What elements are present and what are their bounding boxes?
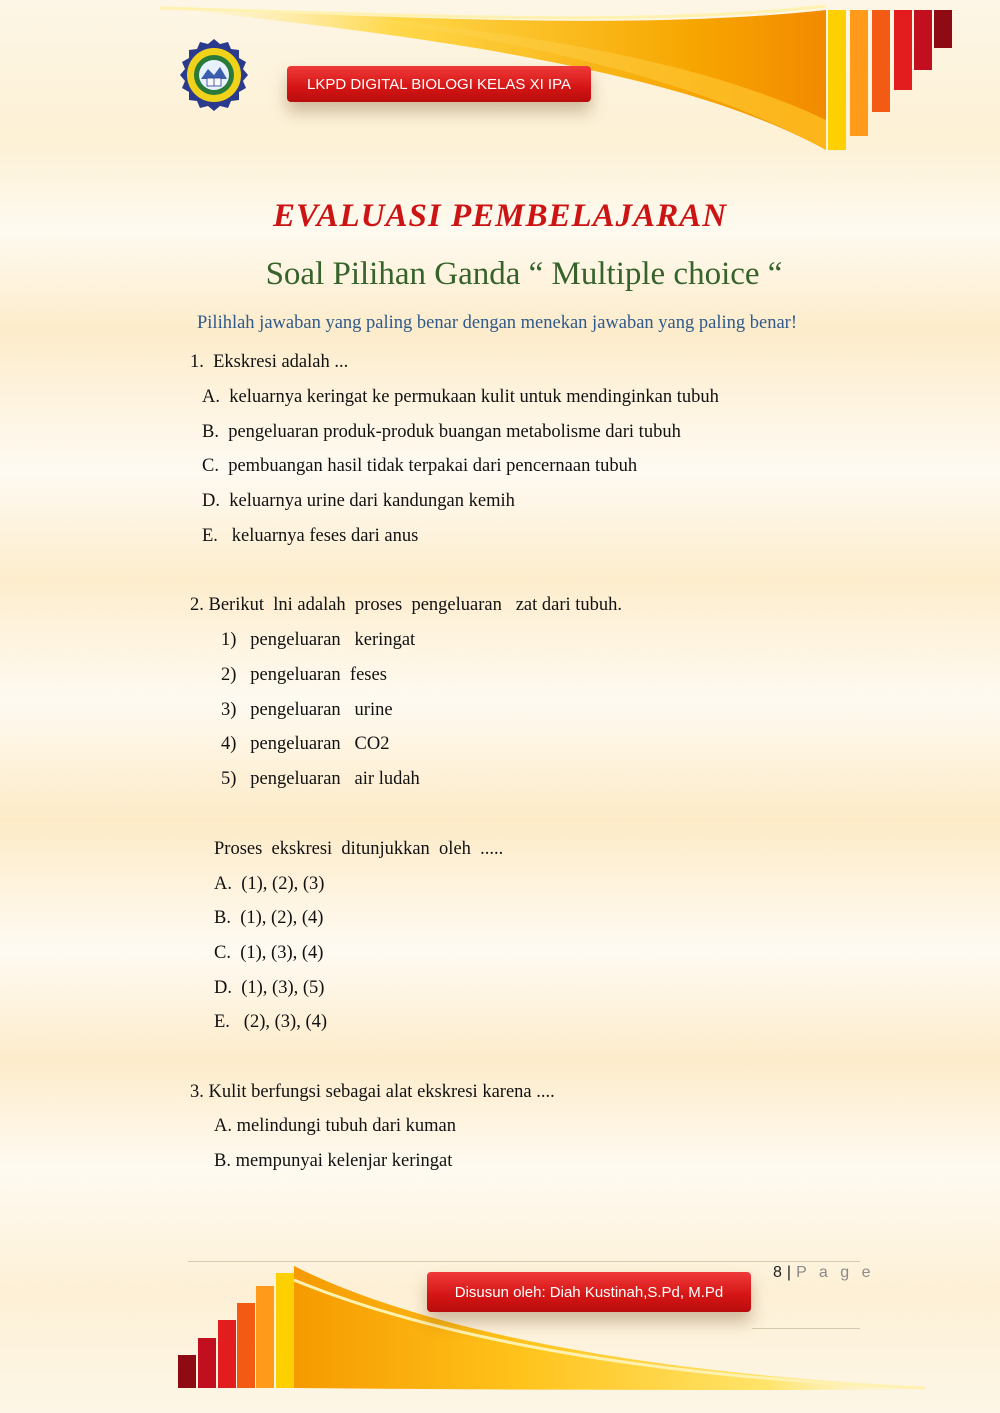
- question-2-item-4: 4) pengeluaran CO2: [221, 734, 390, 754]
- page-number-value: 8: [773, 1264, 782, 1281]
- school-logo: [177, 38, 251, 112]
- question-2-option-c[interactable]: C. (1), (3), (4): [214, 943, 324, 963]
- question-2-item-5: 5) pengeluaran air ludah: [221, 769, 420, 789]
- question-2-option-e[interactable]: E. (2), (3), (4): [214, 1012, 328, 1032]
- question-3-option-b[interactable]: B. mempunyai kelenjar keringat: [214, 1151, 453, 1171]
- page-word: P a g e: [796, 1264, 875, 1281]
- question-1-text: 1. Ekskresi adalah ...: [190, 352, 349, 372]
- question-2-item-1: 1) pengeluaran keringat: [221, 630, 416, 650]
- question-2-option-d[interactable]: D. (1), (3), (5): [214, 978, 325, 998]
- question-2-text: 2. Berikut lni adalah proses pengeluaran zat dari tubuh.: [190, 595, 623, 615]
- question-2-item-3: 3) pengeluaran urine: [221, 700, 393, 720]
- question-1-option-b[interactable]: B. pengeluaran produk-produk buangan metabolisme dari tubuh: [202, 422, 681, 442]
- page-subtitle: Soal Pilihan Ganda “ Multiple choice “: [265, 256, 783, 292]
- question-1-option-e[interactable]: E. keluarnya feses dari anus: [202, 526, 419, 546]
- question-2-item-2: 2) pengeluaran feses: [221, 665, 387, 685]
- question-1-option-a[interactable]: A. keluarnya keringat ke permukaan kulit untuk mendinginkan tubuh: [202, 387, 719, 407]
- question-2-prompt: Proses ekskresi ditunjukkan oleh .....: [214, 839, 504, 859]
- page-separator: |: [786, 1264, 792, 1281]
- question-3-option-a[interactable]: A. melindungi tubuh dari kuman: [214, 1116, 457, 1136]
- question-1-option-d[interactable]: D. keluarnya urine dari kandungan kemih: [202, 491, 515, 511]
- footer-author: Disusun oleh: Diah Kustinah,S.Pd, M.Pd: [454, 1283, 724, 1301]
- question-3-text: 3. Kulit berfungsi sebagai alat ekskresi karena ....: [190, 1082, 555, 1102]
- footer-banner: [427, 1272, 751, 1312]
- header-banner: [287, 66, 591, 102]
- question-2-option-a[interactable]: A. (1), (2), (3): [214, 874, 325, 894]
- page-number: [773, 1264, 874, 1282]
- page-title: EVALUASI PEMBELAJARAN: [272, 198, 728, 234]
- question-2-option-b[interactable]: B. (1), (2), (4): [214, 908, 324, 928]
- header-banner-text: LKPD DIGITAL BIOLOGI KELAS XI IPA: [307, 75, 571, 93]
- instruction-text: Pilihlah jawaban yang paling benar dengan menekan jawaban yang paling benar!: [197, 313, 798, 333]
- question-1-option-c[interactable]: C. pembuangan hasil tidak terpakai dari pencernaan tubuh: [202, 456, 638, 476]
